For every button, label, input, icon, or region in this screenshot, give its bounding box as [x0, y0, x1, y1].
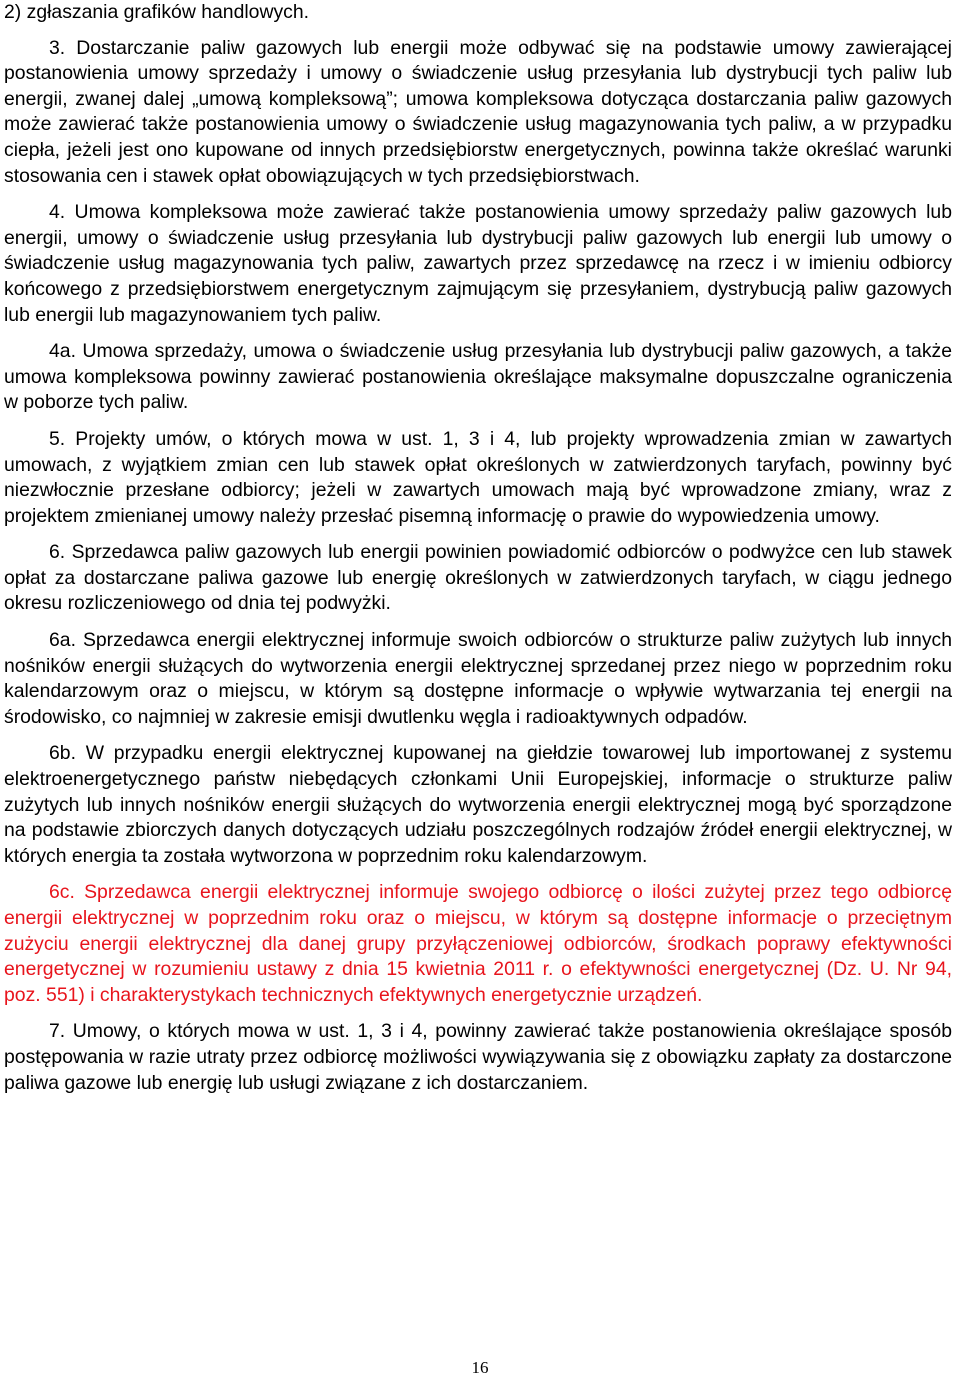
paragraph-4: 4. Umowa kompleksowa może zawierać także postanowienia umowy sprzedaży paliw gazowych lub energii, umowy o świadczenie usług przesyłania lub dystrybucji paliw gazowych lub energii lub umowy o świadczenie usług magazynowania tych paliw, zawartych przez sprzedawcę na rzecz i w imieniu odbiorcy końcowego z przedsiębiorstwem energetycznym zajmującym się przesyłaniem, dystrybucją paliw gazowych lub energii lub magazynowaniem tych paliw.: [4, 201, 952, 326]
paragraph-6: 6. Sprzedawca paliw gazowych lub energii powinien powiadomić odbiorców o podwyżce cen lub stawek opłat za dostarczane paliwa gazowe lub energię określonych w zatwierdzonych taryfach, w ciągu jednego okresu rozliczeniowego od dnia tej podwyżki.: [4, 541, 952, 615]
paragraph-7: 7. Umowy, o których mowa w ust. 1, 3 i 4, powinny zawierać także postanowienia określające sposób postępowania w razie utraty przez odbiorcę możliwości wywiązywania się z obowiązku zapłaty za dostarczone paliwa gazowe lub energię lub usługi związane z ich dostarczaniem.: [4, 1020, 952, 1094]
paragraph-5: 5. Projekty umów, o których mowa w ust. 1, 3 i 4, lub projekty wprowadzenia zmian w zawartych umowach, z wyjątkiem zmian cen lub stawek opłat określonych w zatwierdzonych taryfach, powinny być niezwłocznie przesłane odbiorcy; jeżeli w zawartych umowach mają być wprowadzone zmiany, wraz z projektem zmienianej umowy należy przesłać pisemną informację o prawie do wypowiedzenia umowy.: [4, 427, 952, 527]
paragraph-3: 3. Dostarczanie paliw gazowych lub energii może odbywać się na podstawie umowy zawierającej postanowienia umowy sprzedaży i umowy o świadczenie usług przesyłania lub dystrybucji tych paliw lub energii, zwanej dalej „umową kompleksową”; umowa kompleksowa dotycząca dostarczania paliw gazowych może zawierać także postanowienia umowy o świadczenie usług magazynowania tych paliw, a w przypadku ciepła, jeżeli jest ono kupowane od innych przedsiębiorstw energetycznych, powinna także określać warunki stosowania cen i stawek opłat obowiązujących w tych przedsiębiorstwach.: [4, 36, 952, 187]
item-2-tail: 2) zgłaszania grafików handlowych.: [4, 1, 310, 23]
document-page: [4, 0, 952, 1107]
paragraph-6c-highlighted: 6c. Sprzedawca energii elektrycznej informuje swojego odbiorcę o ilości zużytej przez tego odbiorcę energii elektrycznej w poprzednim roku oraz o miejscu, w którym są dostępne informacje o przeciętnym zużyciu energii elektrycznej dla danej grupy przyłączeniowej odbiorców, środkach poprawy efektywności energetycznej w rozumieniu ustawy z dnia 15 kwietnia 2011 r. o efektywności energetycznej (Dz. U. Nr 94, poz. 551) i charakterystykach technicznych efektywnych energetycznie urządzeń.: [4, 881, 952, 1006]
paragraph-4a: 4a. Umowa sprzedaży, umowa o świadczenie usług przesyłania lub dystrybucji paliw gazowych, a także umowa kompleksowa powinny zawierać postanowienia określające maksymalne dopuszczalne ograniczenia w poborze tych paliw.: [4, 340, 952, 414]
paragraph-6a: 6a. Sprzedawca energii elektrycznej informuje swoich odbiorców o strukturze paliw zużytych lub innych nośników energii służących do wytworzenia energii elektrycznej sprzedanej przez niego w poprzednim roku kalendarzowym oraz o miejscu, w którym są dostępne informacje o wpływie wytwarzania tej energii na środowisko, co najmniej w zakresie emisji dwutlenku węgla i radioaktywnych odpadów.: [4, 629, 952, 728]
page-number: 16: [471, 1358, 489, 1377]
paragraph-6b: 6b. W przypadku energii elektrycznej kupowanej na giełdzie towarowej lub importowanej z systemu elektroenergetycznego państw niebędących członkami Unii Europejskiej, informacje o strukturze paliw zużytych lub innych nośników energii służących do wytworzenia energii elektrycznej mogą być sporządzone na podstawie zbiorczych danych dotyczących udziału poszczególnych rodzajów źródeł energii elektrycznej, w których energia ta została wytworzona w poprzednim roku kalendarzowym.: [4, 742, 952, 867]
